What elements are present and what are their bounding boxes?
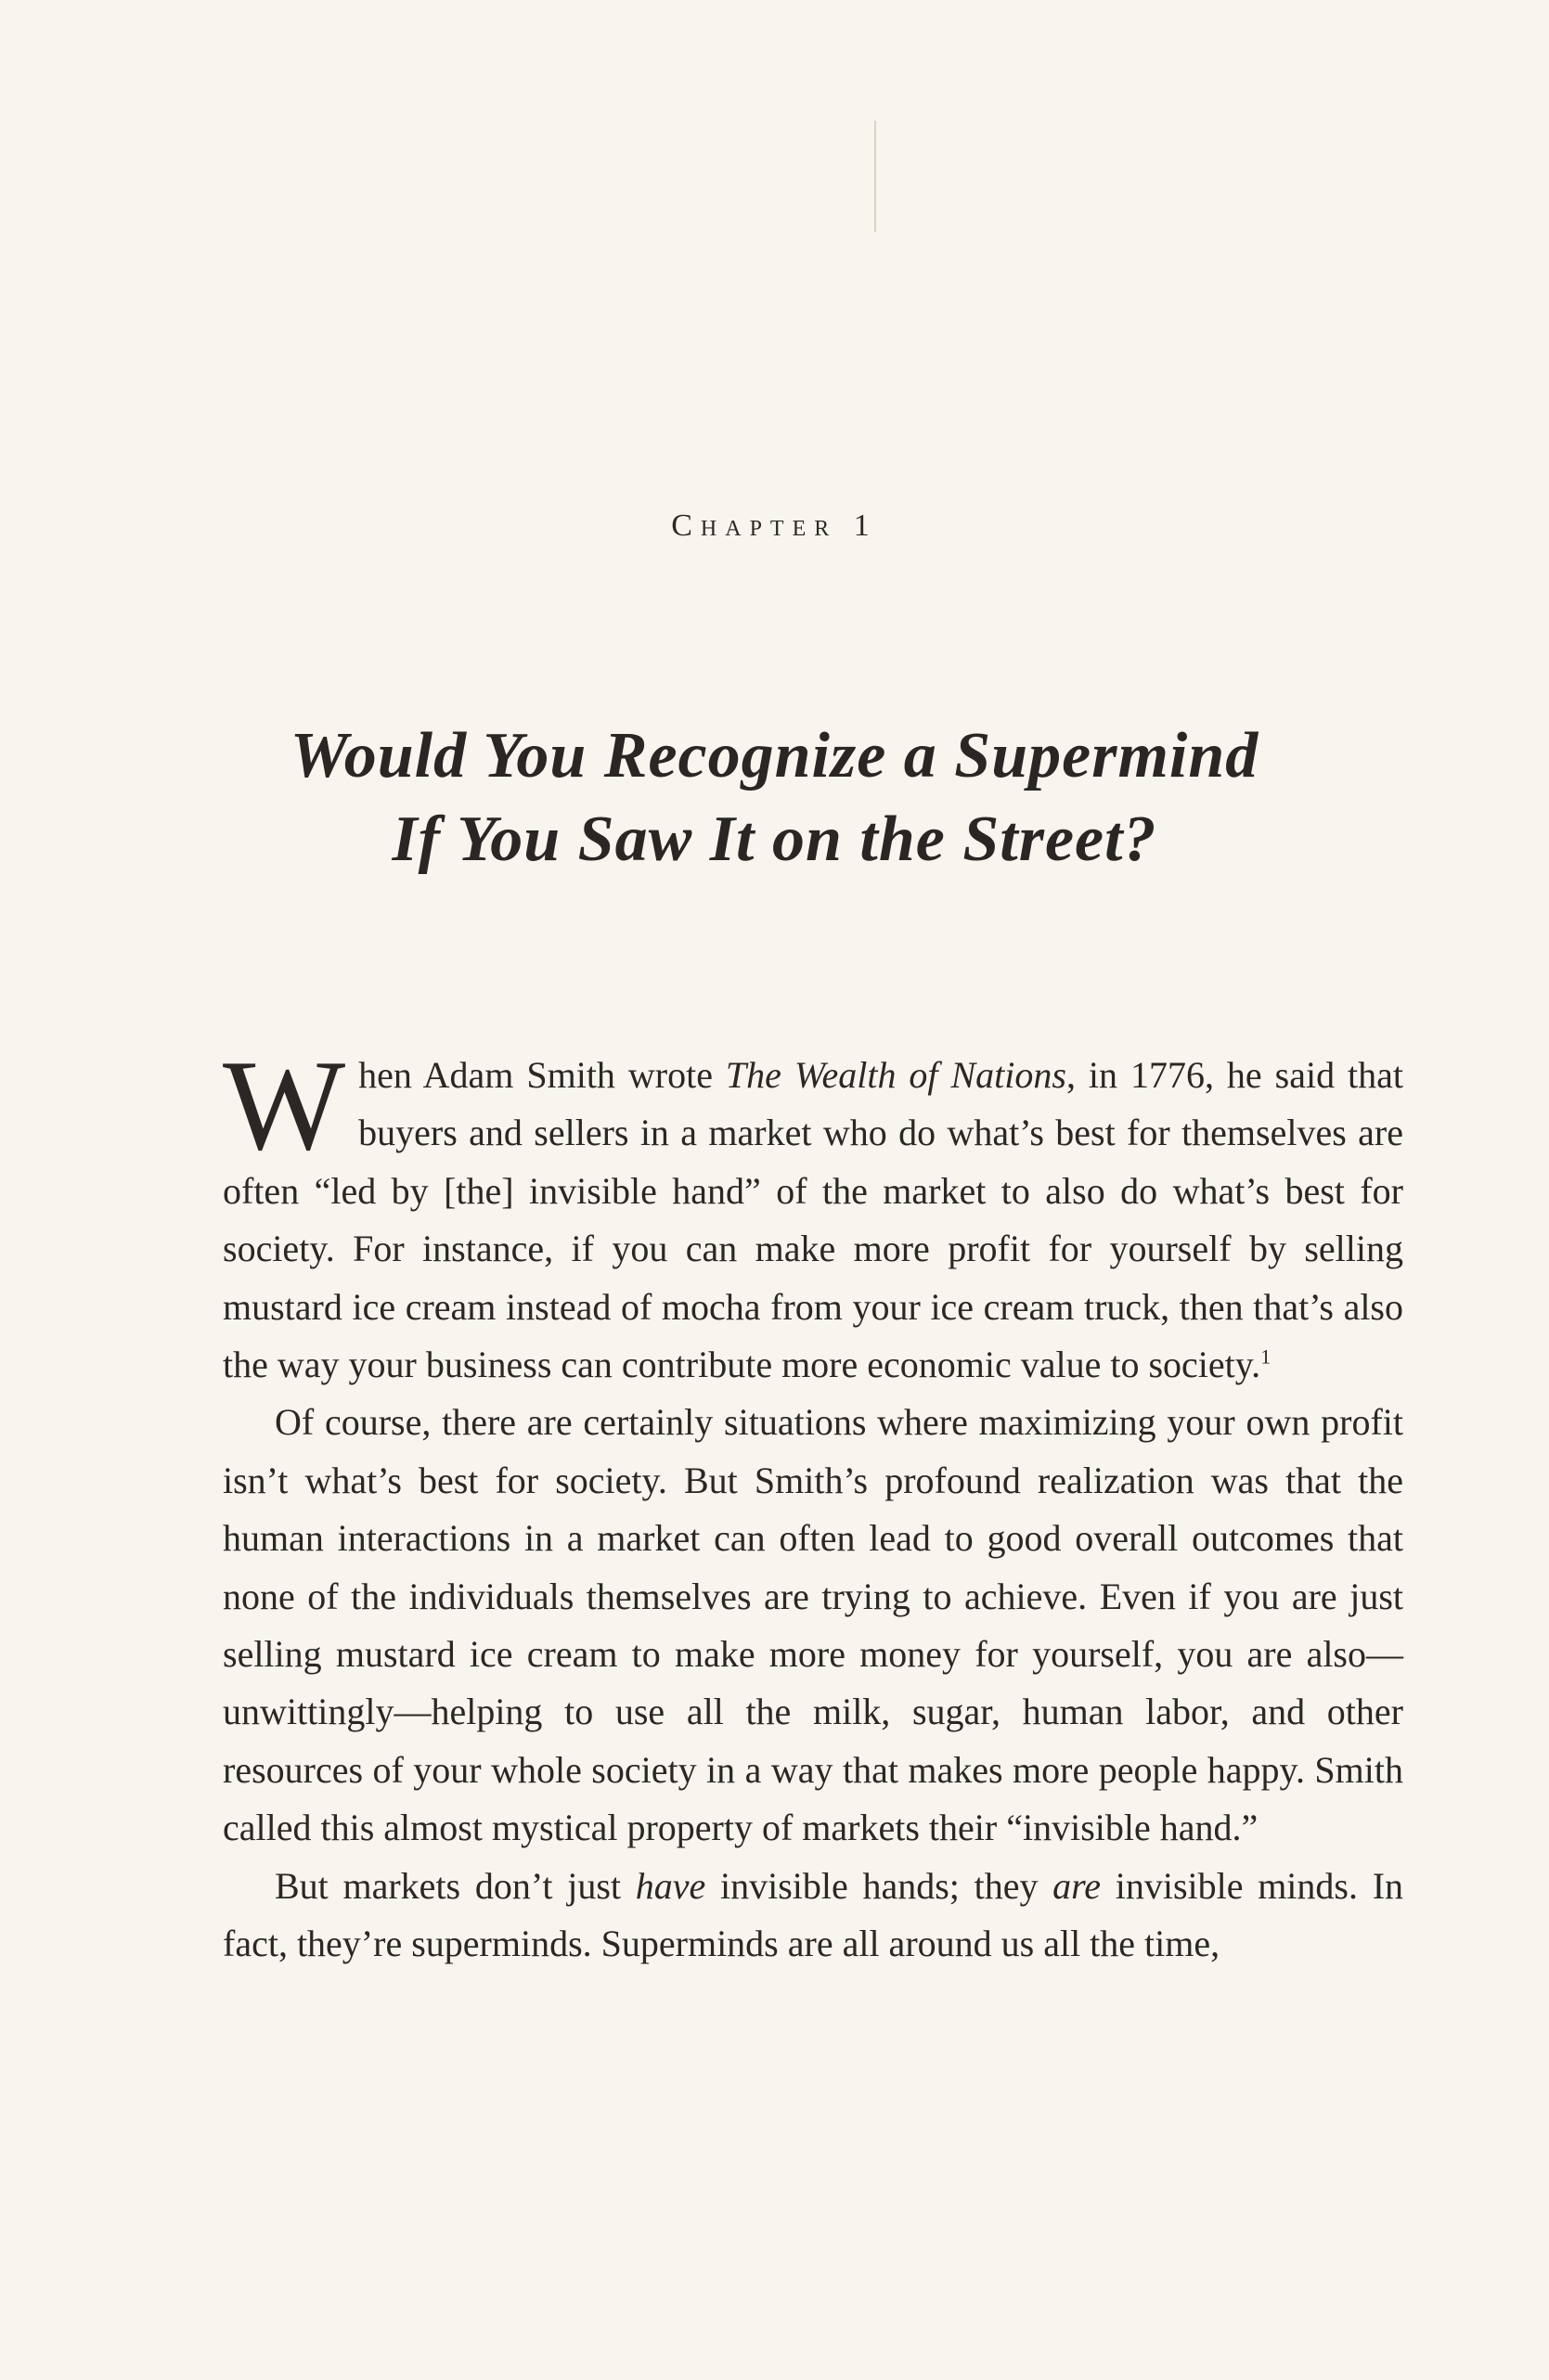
paragraph-3-text-c: invisible minds. In fact, they’re superminds. Superminds are all around us all the time, (223, 1864, 1404, 1965)
paragraph-2: Of course, there are certainly situations where maximizing your own profit isn’t what’s best for society. But Smith’s profound realization was that the human interactions in a market can often lead to good overall outcomes that none of the individuals themselves are trying to achieve. Even if you are just selling mustard ice cream to make more money for yourself, you are also—unwittingly—helping to use all the milk, sugar, human labor, and other resources of your whole society in a way that makes more people happy. Smith called this almost mystical property of markets their “invisible hand.” (223, 1401, 1403, 1849)
paragraph-1-text-a: hen Adam Smith wrote (358, 1054, 726, 1096)
page-edge-mark (874, 121, 876, 232)
drop-cap: W (223, 1034, 346, 1177)
paragraph-1-text-b: , in 1776, he said that buyers and sellers in a market who do what’s best for themselves are often “led by [the] invisible hand” of the market to also do what’s best for society. For instance, if you can make more profit for yourself by selling mustard ice cream instead of mocha from your ice cream truck, then that’s also the way your business can contribute more economic value to society. (223, 1054, 1403, 1386)
paragraph-3-text-a: But markets don’t just (275, 1864, 636, 1907)
book-title: The Wealth of Nations (725, 1054, 1066, 1096)
emphasis-have: have (635, 1864, 706, 1907)
chapter-title (0, 714, 1549, 881)
paragraph-3 (223, 1858, 1403, 1974)
paragraph-3-text-b: invisible hands; they (705, 1864, 1053, 1907)
chapter-body (223, 1034, 1404, 1974)
chapter-title-line-2: If You Saw It on the Street? (392, 804, 1157, 875)
paragraph-1 (223, 1034, 1403, 1394)
emphasis-are: are (1052, 1864, 1102, 1907)
chapter-title-line-1: Would You Recognize a Supermind (290, 720, 1259, 791)
footnote-marker[interactable]: 1 (1260, 1344, 1271, 1369)
chapter-label: Chapter 1 (671, 508, 878, 543)
